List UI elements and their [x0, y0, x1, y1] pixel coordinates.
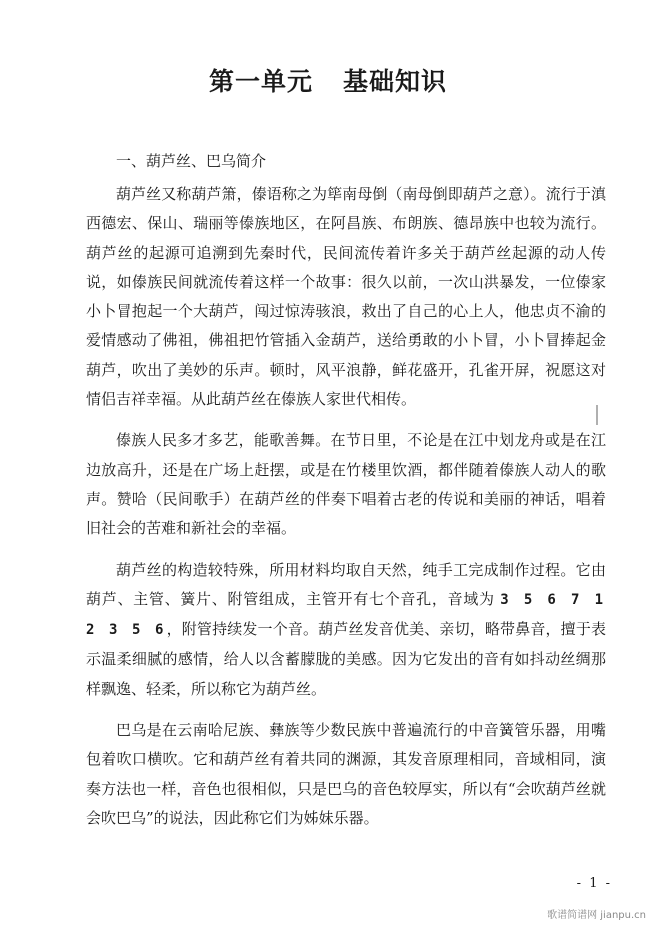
structure-text-before: 葫芦丝的构造较特殊，所用材料均取自天然，纯手工完成制作过程。它由葫芦、主管、簧片、附管组成，主管开有七个音孔，音域为 [86, 560, 606, 608]
title-topic: 基础知识 [343, 67, 448, 96]
watermark: 歌谱简谱网 jianpu.cn [547, 910, 646, 921]
article-body [86, 180, 606, 845]
paragraph-dai-people: 傣族人民多才多艺，能歌善舞。在节日里，不论是在江中划龙舟或是在江边放高升，还是在广场上赶摆，或是在竹楼里饮酒，都伴随着傣族人动人的歌声。赞哈（民间歌手）在葫芦丝的伴奏下唱着古老的传说和美丽的神话，唱着旧社会的苦难和新社会的幸福。 [86, 431, 606, 538]
scan-mark [596, 405, 598, 425]
paragraph-hulusi-structure [86, 556, 606, 704]
structure-text-after: ，附管持续发一个音。葫芦丝发音优美、亲切，略带鼻音，擅于表示温柔细腻的感情，给人以含蓄朦胧的美感。因为它发出的音有如抖动丝绸那样飘逸、轻柔，所以称它为葫芦丝。 [86, 620, 606, 698]
title-unit: 第一单元 [208, 67, 313, 96]
page-title [0, 62, 656, 98]
paragraph-bawu: 巴乌是在云南哈尼族、彝族等少数民族中普遍流行的中音簧管乐器，用嘴包着吹口横吹。它和葫芦丝有着共同的渊源，其发音原理相同，音域相同，演奏方法也一样，音色也很相似，只是巴乌的音色较厚实，所以有“会吹葫芦丝就会吹巴乌”的说法，因此称它们为姊妹乐器。 [86, 721, 606, 827]
section-heading: 一、葫芦丝、巴乌简介 [116, 152, 267, 170]
paragraph-hulusi-origin: 葫芦丝又称葫芦箫，傣语称之为筚南母倒（南母倒即葫芦之意）。流行于滇西德宏、保山、瑞丽等傣族地区，在阿昌族、布朗族、德昂族中也较为流行。葫芦丝的起源可追溯到先秦时代，民间流传着许多关于葫芦丝起源的动人传说，如傣族民间就流传着这样一个故事：很久以前，一次山洪暴发，一位傣家小卜冒抱起一个大葫芦，闯过惊涛骇浪，救出了自己的心上人，他忠贞不渝的爱情感动了佛祖，佛祖把竹管插入金葫芦，送给勇敢的小卜冒，小卜冒捧起金葫芦，吹出了美妙的乐声。顿时，风平浪静，鲜花盛开，孔雀开屏，祝愿这对情侣吉祥幸福。从此葫芦丝在傣族人家世代相传。 [86, 185, 606, 409]
note-range: 3 5 6 7 1 2 3 5 6 [86, 591, 606, 639]
page-number: - 1 - [576, 876, 612, 891]
